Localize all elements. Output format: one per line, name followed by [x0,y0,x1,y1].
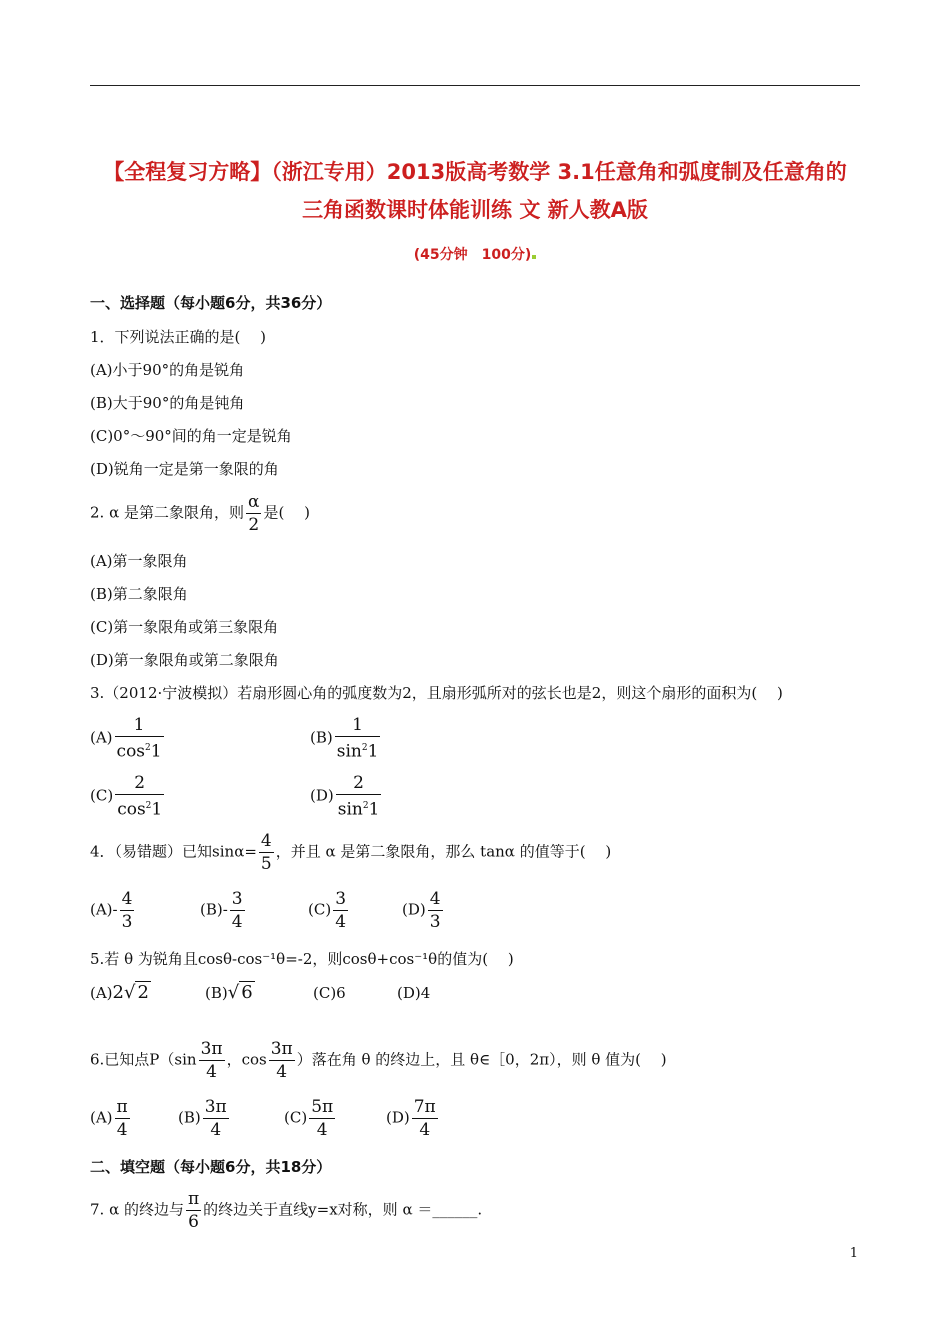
q3-option-a-label: (A) [90,728,113,747]
q4-d-den: 3 [429,912,441,932]
q6-option-a [90,1096,132,1141]
q3-d-den-arg: 1 [368,799,380,820]
q6-d-den: 4 [412,1118,438,1141]
q5-option-a [90,982,151,1003]
q6-frac1-den: 4 [199,1060,225,1083]
q3-option-c-label: (C) [90,786,114,805]
q3-b-den-arg: 1 [367,741,379,762]
q4-c-num: 3 [335,889,347,909]
q3-c-den [115,794,164,821]
q3-b-num: 1 [352,715,363,735]
q4-option-a [90,888,136,933]
q3-option-d-label: (D) [310,786,334,805]
page-number: 1 [849,1246,858,1261]
document-title-line-1: 【全程复习方略】（浙江专用）2013版高考数学 3.1任意角和弧度制及任意角的 [103,160,847,184]
q5-option-b [205,982,255,1003]
q6-d-label: (D) [386,1108,410,1127]
q6-option-d [386,1096,440,1141]
q6-fraction-1 [199,1038,225,1083]
q4-c-den: 4 [335,912,347,932]
header-rule [90,85,860,86]
q2-fraction [246,491,261,536]
q4-a-label: (A)- [90,900,118,919]
q3-option-c-fraction [115,772,164,821]
section-1-heading: 一、选择题（每小题6分，共36分） [90,294,332,312]
q6-frac2-num: 3π [270,1039,293,1059]
q4-stem-post: ，并且 α 是第二象限角，那么 tanα 的值等于( ) [275,842,612,861]
q3-b-sup: 2 [361,743,368,753]
q6-c-fraction [309,1096,335,1141]
q6-a-den: 4 [115,1118,130,1141]
q4-frac-num: 4 [260,831,272,851]
q3-d-den [336,794,382,821]
q6-option-c [284,1096,337,1141]
q3-d-den-fn: sin [337,799,363,820]
q6-b-label: (B) [178,1108,201,1127]
q6-d-fraction [412,1096,438,1141]
q4-c-fraction [333,888,348,933]
q7-stem-pre: 7. α 的终边与 [90,1200,184,1219]
q4-d-label: (D) [402,900,426,919]
q6-a-num: π [116,1097,128,1117]
q7-frac-num: π [187,1189,200,1209]
q4-fraction [259,830,274,875]
q3-stem: 3.（2012·宁波模拟）若扇形圆心角的弧度数为2，且扇形弧所对的弦长也是2，则这个扇形的面积为( ) [90,684,783,702]
q2-option-a: (A)第一象限角 [90,552,188,570]
q6-b-num: 3π [204,1097,227,1117]
q2-stem-post: 是( ) [263,503,310,522]
q6-stem-post: ）落在角 θ 的终边上，且 θ∈［0，2π），则 θ 值为( ) [296,1050,667,1069]
q3-a-sup: 2 [145,743,151,753]
q3-option-b [310,714,382,763]
q6-a-fraction [115,1096,130,1141]
q4-a-num: 4 [121,889,133,909]
marker-dot [532,255,536,259]
document-subtitle [0,244,950,264]
q7-stem-post: 的终边关于直线y=x对称，则 α ＝______. [203,1200,483,1219]
q7-fraction [186,1188,201,1233]
q6-c-den: 4 [309,1118,335,1141]
section-2-heading: 二、填空题（每小题6分，共18分） [90,1158,332,1176]
q3-a-num: 1 [133,715,145,735]
q3-option-d [310,772,383,821]
q7-stem [90,1188,482,1233]
q2-option-d: (D)第一象限角或第二象限角 [90,651,279,669]
q3-option-a [90,714,166,763]
q5-a-radicand: 2 [137,982,149,1003]
q4-c-label: (C) [308,900,332,919]
q3-c-den-fn: cos [117,799,146,820]
q5-a-label: (A) [90,984,113,1002]
q6-b-den: 4 [203,1118,229,1141]
q4-stem [90,830,611,875]
q4-b-label: (B)- [200,900,228,919]
q4-b-fraction [230,888,245,933]
q2-option-c: (C)第一象限角或第三象限角 [90,618,279,636]
q3-a-den-fn: cos [116,741,146,762]
q3-a-den-arg: 1 [150,741,162,762]
q1-option-d: (D)锐角一定是第一象限的角 [90,460,279,478]
q3-option-a-fraction [115,714,164,763]
q4-b-num: 3 [231,889,243,909]
q6-a-label: (A) [90,1108,113,1127]
q5-b-radicand: 6 [241,982,253,1003]
q6-fraction-2 [269,1038,295,1083]
q4-option-c [308,888,350,933]
q5-a-sqrt: √ 2 [124,982,149,1003]
q6-stem [90,1038,667,1083]
q5-b-sqrt: √ 6 [227,982,253,1003]
q4-d-num: 4 [429,889,441,909]
q4-option-d [402,888,445,933]
q2-frac-den: 2 [246,513,261,536]
q6-b-fraction [203,1096,229,1141]
document-title-line-2: 三角函数课时体能训练 文 新人教A版 [302,198,648,222]
q3-c-num: 2 [134,773,146,793]
q6-frac2-den: 4 [269,1060,295,1083]
q3-a-den [115,736,164,763]
q2-frac-num: α [247,492,260,512]
q5-option-c: (C)6 [313,984,346,1002]
q3-option-b-label: (B) [310,728,333,747]
q1-option-a: (A)小于90°的角是锐角 [90,361,245,379]
q6-stem-pre: 6.已知点P（sin [90,1050,197,1069]
q2-stem [90,491,310,536]
subtitle-text: (45分钟 100分) [413,247,532,263]
q3-d-sup: 2 [362,801,369,811]
q4-a-den: 3 [121,912,133,932]
q3-c-sup: 2 [145,801,152,811]
q6-option-b [178,1096,231,1141]
q4-a-fraction [120,888,135,933]
q6-frac1-num: 3π [200,1039,223,1059]
q4-d-fraction [428,888,443,933]
q4-frac-den: 5 [260,854,272,874]
q1-option-b: (B)大于90°的角是钝角 [90,394,245,412]
q3-option-c [90,772,166,821]
q4-stem-pre: 4．（易错题）已知sinα= [90,842,257,861]
q3-option-b-fraction [335,714,381,763]
q3-b-den [335,736,381,763]
q4-b-den: 4 [231,912,243,932]
q7-frac-den: 6 [186,1210,201,1233]
q5-a-coef: 2 [112,982,124,1003]
q2-option-b: (B)第二象限角 [90,585,188,603]
q6-c-label: (C) [284,1108,308,1127]
q3-c-den-arg: 1 [151,799,163,820]
q4-option-b [200,888,247,933]
q3-d-num: 2 [353,773,364,793]
q2-stem-pre: 2. α 是第二象限角，则 [90,503,244,522]
q3-option-d-fraction [336,772,382,821]
q6-c-num: 5π [311,1097,334,1117]
q6-stem-mid: ，cos [226,1050,267,1069]
q5-stem: 5.若 θ 为锐角且cosθ-cos⁻¹θ=-2，则cosθ+cos⁻¹θ的值为( ) [90,950,514,968]
q3-b-den-fn: sin [336,741,362,762]
q1-option-c: (C)0°～90°间的角一定是锐角 [90,427,292,445]
q6-d-num: 7π [413,1097,436,1117]
q5-b-label: (B) [205,984,228,1002]
q5-option-d: (D)4 [397,984,431,1002]
q1-stem: 1．下列说法正确的是( ) [90,328,267,346]
